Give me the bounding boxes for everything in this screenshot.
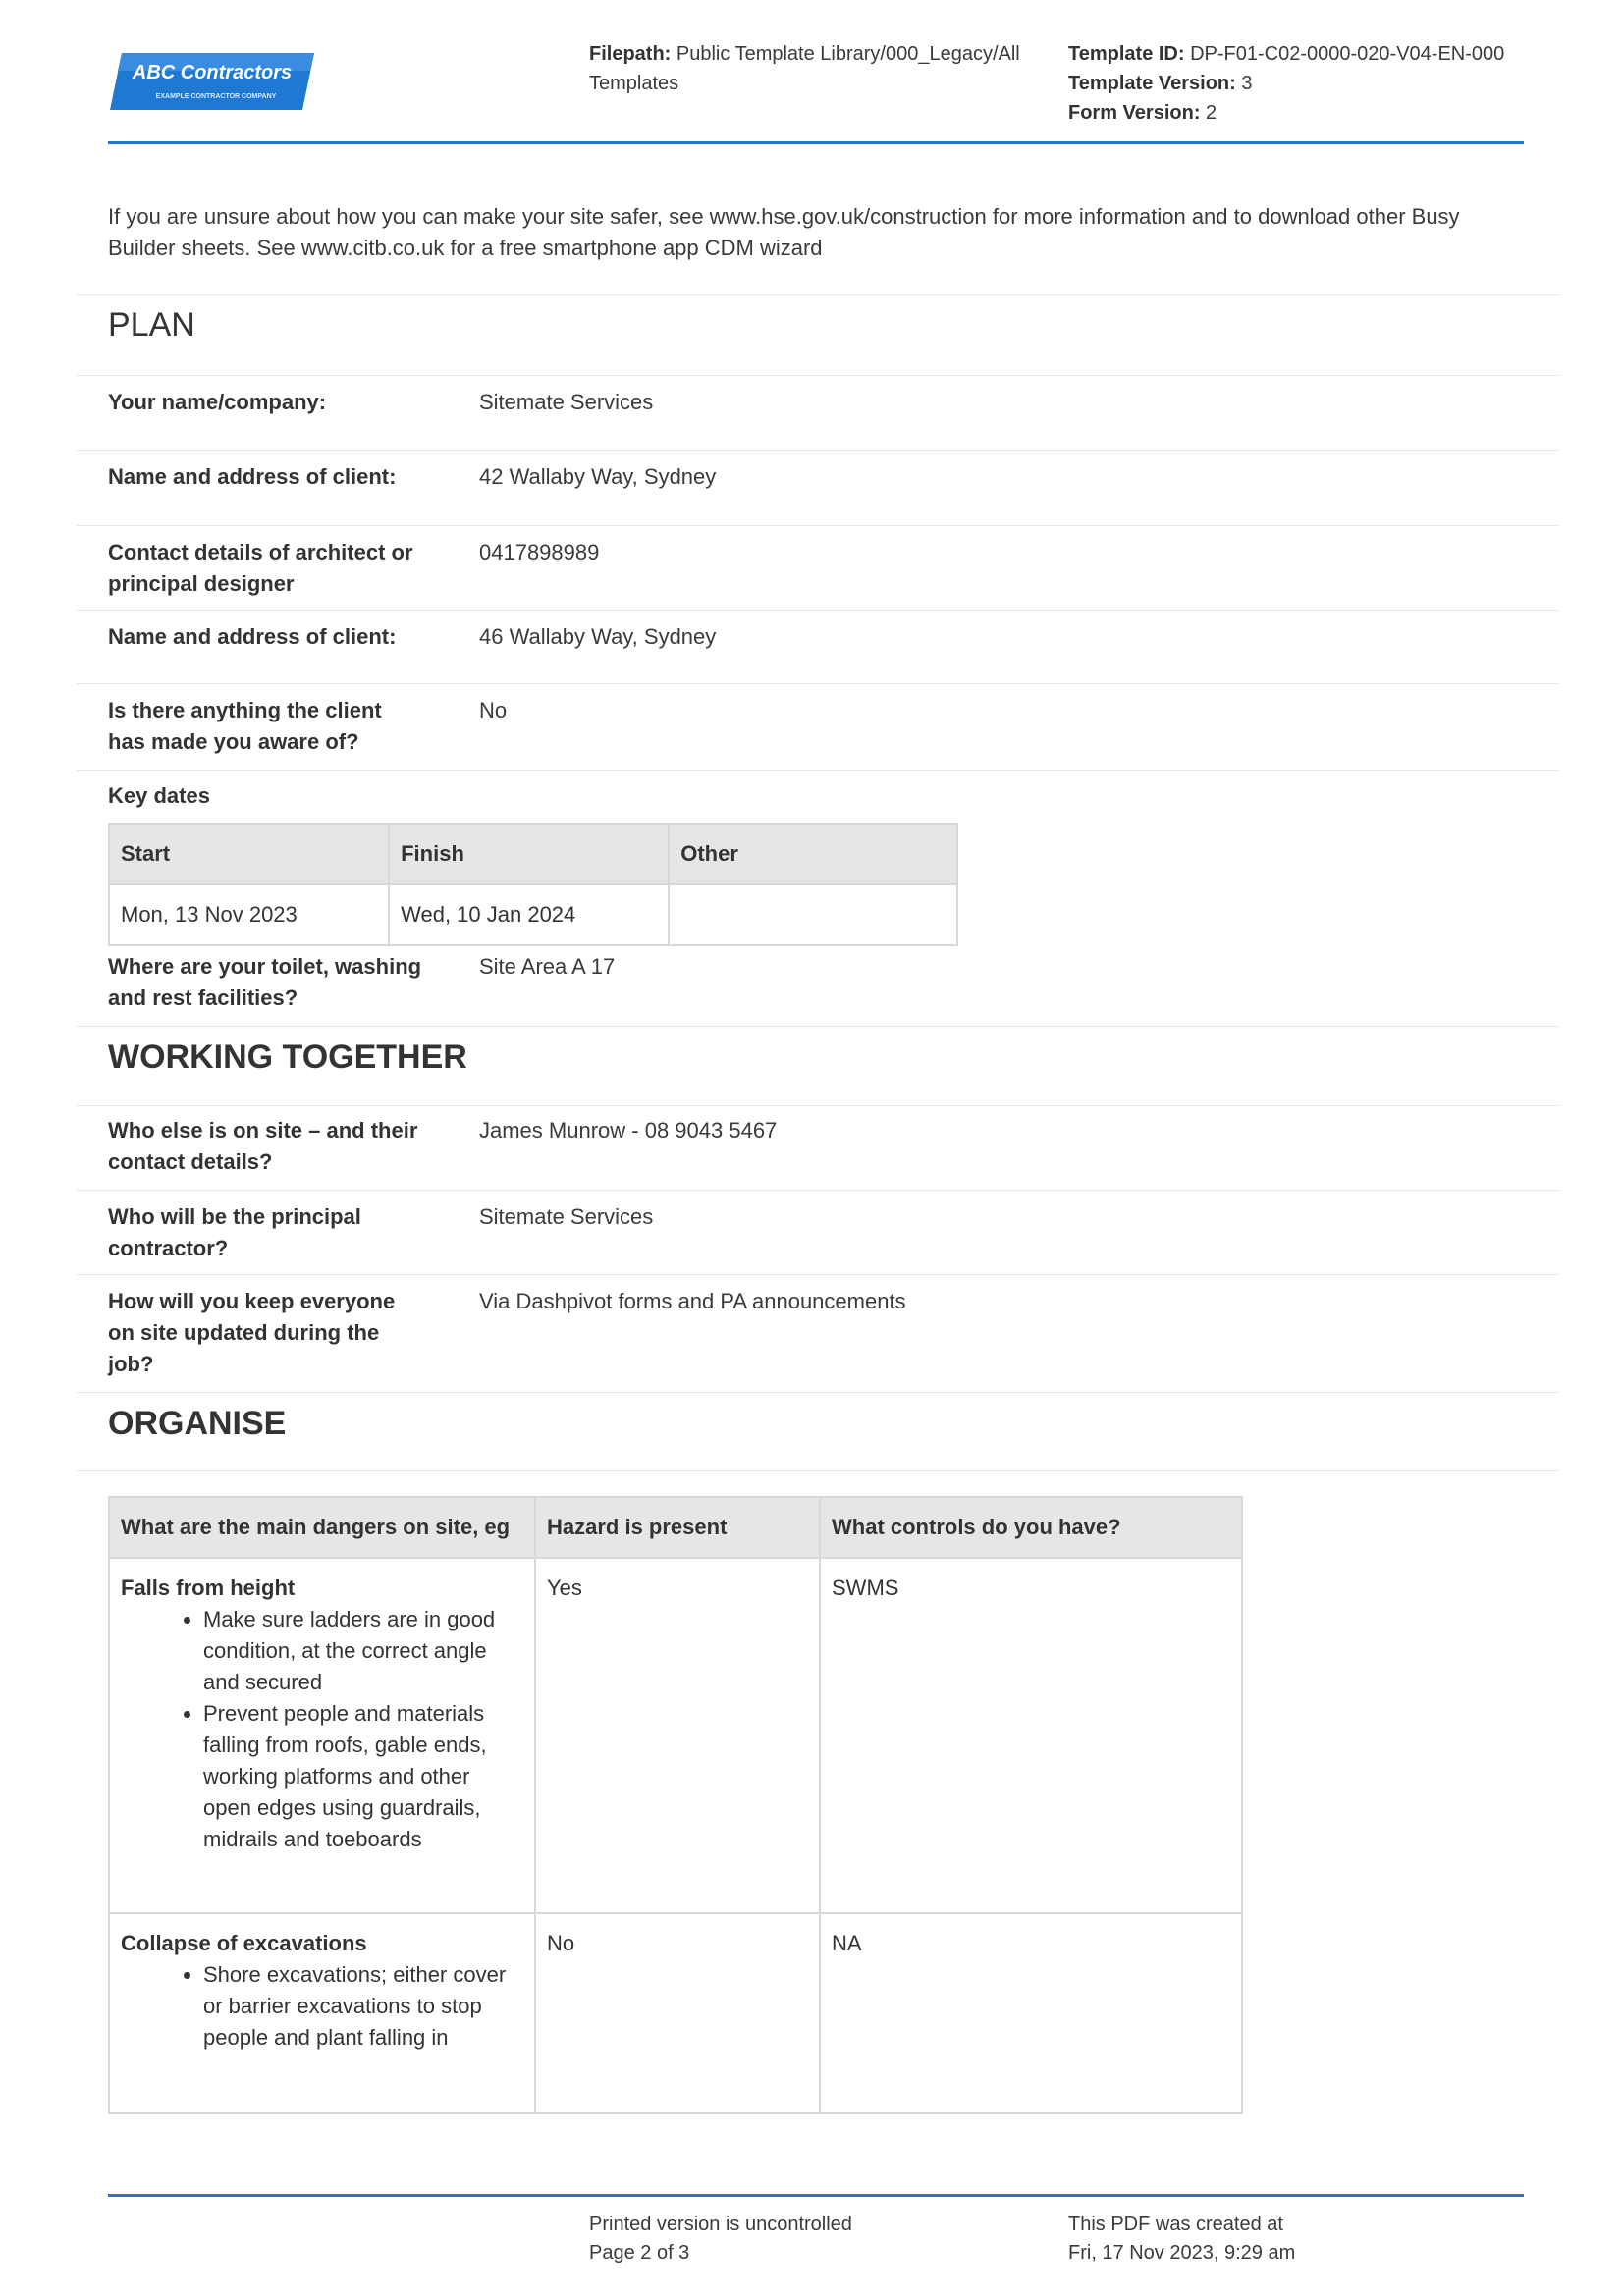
key-dates-table	[108, 823, 958, 946]
filepath-label: Filepath:	[589, 43, 672, 65]
form-version-value: 2	[1206, 102, 1217, 124]
list-item: • Make sure ladders are in good condition, at the correct angle and secured	[203, 1604, 523, 1698]
footer-created-info	[1068, 2211, 1295, 2268]
field-value-facilities: Site Area A 17	[479, 954, 616, 979]
logo-name: ABC Contractors	[132, 62, 293, 83]
divider	[77, 683, 1559, 684]
table-row	[109, 1558, 1242, 1913]
table-header-row	[109, 1497, 1242, 1558]
footer-rule	[108, 2194, 1524, 2197]
key-dates-other	[669, 884, 957, 945]
danger-bullets	[121, 1959, 523, 2054]
field-label-architect-contact: Contact details of architect or principal designer	[108, 540, 413, 596]
section-title-working-together: WORKING TOGETHER	[108, 1039, 467, 1076]
divider	[77, 294, 1559, 295]
divider	[77, 1105, 1559, 1106]
template-id-line	[1068, 39, 1530, 69]
field-label-client-address-2: Name and address of client:	[108, 624, 397, 649]
field-label-principal-contractor: Who will be the principal contractor?	[108, 1204, 361, 1260]
intro-text: If you are unsure about how you can make your site safer, see www.hse.gov.uk/construction for more information and to download other Busy Builder sheets. See www.citb.co.uk for a free smartphone app CDM wizard	[108, 204, 1460, 260]
footer-created-date: Fri, 17 Nov 2023, 9:29 am	[1068, 2242, 1296, 2264]
key-dates-header-finish: Finish	[389, 824, 669, 884]
field-label-name-company: Your name/company:	[108, 390, 327, 414]
footer-print-info	[589, 2211, 852, 2268]
divider	[77, 770, 1559, 771]
dangers-header-danger: What are the main dangers on site, eg	[109, 1497, 535, 1558]
logo-badge-icon	[108, 51, 316, 112]
footer-page-number: Page 2 of 3	[589, 2242, 690, 2264]
field-value-principal-contractor: Sitemate Services	[479, 1204, 654, 1229]
section-title-plan: PLAN	[108, 306, 195, 344]
divider	[77, 1026, 1559, 1027]
divider	[77, 375, 1559, 376]
key-dates-header-start: Start	[109, 824, 389, 884]
field-value-client-awareness: No	[479, 698, 508, 722]
danger-name: Falls from height	[121, 1575, 296, 1600]
hazard-present-cell: Yes	[535, 1558, 820, 1913]
key-dates-label: Key dates	[108, 783, 210, 808]
header-rule	[108, 141, 1524, 144]
table-row	[109, 884, 957, 945]
table-header-row	[109, 824, 957, 884]
table-row	[109, 1913, 1242, 2113]
divider	[77, 450, 1559, 451]
template-version-label: Template Version:	[1068, 73, 1236, 94]
form-version-label: Form Version:	[1068, 102, 1201, 124]
filepath-block	[589, 39, 1051, 98]
danger-name: Collapse of excavations	[121, 1931, 367, 1955]
controls-cell: NA	[820, 1913, 1242, 2113]
field-value-name-company: Sitemate Services	[479, 390, 654, 414]
field-label-client-address: Name and address of client:	[108, 464, 397, 489]
form-version-line	[1068, 98, 1530, 128]
footer-uncontrolled: Printed version is uncontrolled	[589, 2214, 852, 2235]
key-dates-start: Mon, 13 Nov 2023	[109, 884, 389, 945]
divider	[77, 1274, 1559, 1275]
danger-bullets	[121, 1604, 523, 1855]
field-value-client-address-2: 46 Wallaby Way, Sydney	[479, 624, 717, 649]
dangers-header-controls: What controls do you have?	[820, 1497, 1242, 1558]
footer-created-label: This PDF was created at	[1068, 2214, 1283, 2235]
template-version-line	[1068, 69, 1530, 98]
field-label-others-on-site: Who else is on site – and their contact details?	[108, 1118, 418, 1174]
divider	[77, 1190, 1559, 1191]
section-title-organise: ORGANISE	[108, 1405, 287, 1442]
field-value-architect-contact: 0417898989	[479, 540, 600, 564]
hazard-present-cell: No	[535, 1913, 820, 2113]
field-value-others-on-site: James Munrow - 08 9043 5467	[479, 1118, 778, 1143]
logo-tagline: EXAMPLE CONTRACTOR COMPANY	[155, 93, 277, 100]
template-info	[1068, 39, 1530, 128]
company-logo	[108, 51, 316, 112]
key-dates-finish: Wed, 10 Jan 2024	[389, 884, 669, 945]
divider	[77, 1392, 1559, 1393]
key-dates-header-other: Other	[669, 824, 957, 884]
field-value-client-address: 42 Wallaby Way, Sydney	[479, 464, 717, 489]
field-label-facilities: Where are your toilet, washing and rest facilities?	[108, 954, 422, 1010]
field-label-client-awareness: Is there anything the client has made you aware of?	[108, 698, 382, 754]
filepath-value: Public Template Library/000_Legacy/All Templates	[589, 43, 1020, 94]
field-value-keep-updated: Via Dashpivot forms and PA announcements	[479, 1289, 906, 1313]
divider	[77, 525, 1559, 526]
dangers-table	[108, 1496, 1243, 2114]
template-version-value: 3	[1241, 73, 1253, 94]
dangers-header-present: Hazard is present	[535, 1497, 820, 1558]
list-item: • Prevent people and materials falling from roofs, gable ends, working platforms and other open edges using guardrails, midrails and toeboards	[203, 1698, 523, 1855]
divider	[77, 610, 1559, 611]
template-id-value: DP-F01-C02-0000-020-V04-EN-000	[1190, 43, 1505, 65]
divider	[77, 1470, 1559, 1471]
controls-cell: SWMS	[820, 1558, 1242, 1913]
template-id-label: Template ID:	[1068, 43, 1185, 65]
list-item: • Shore excavations; either cover or barrier excavations to stop people and plant falling in	[203, 1959, 523, 2054]
danger-cell	[109, 1913, 535, 2113]
field-label-keep-updated: How will you keep everyone on site updated during the job?	[108, 1289, 396, 1376]
danger-cell	[109, 1558, 535, 1913]
